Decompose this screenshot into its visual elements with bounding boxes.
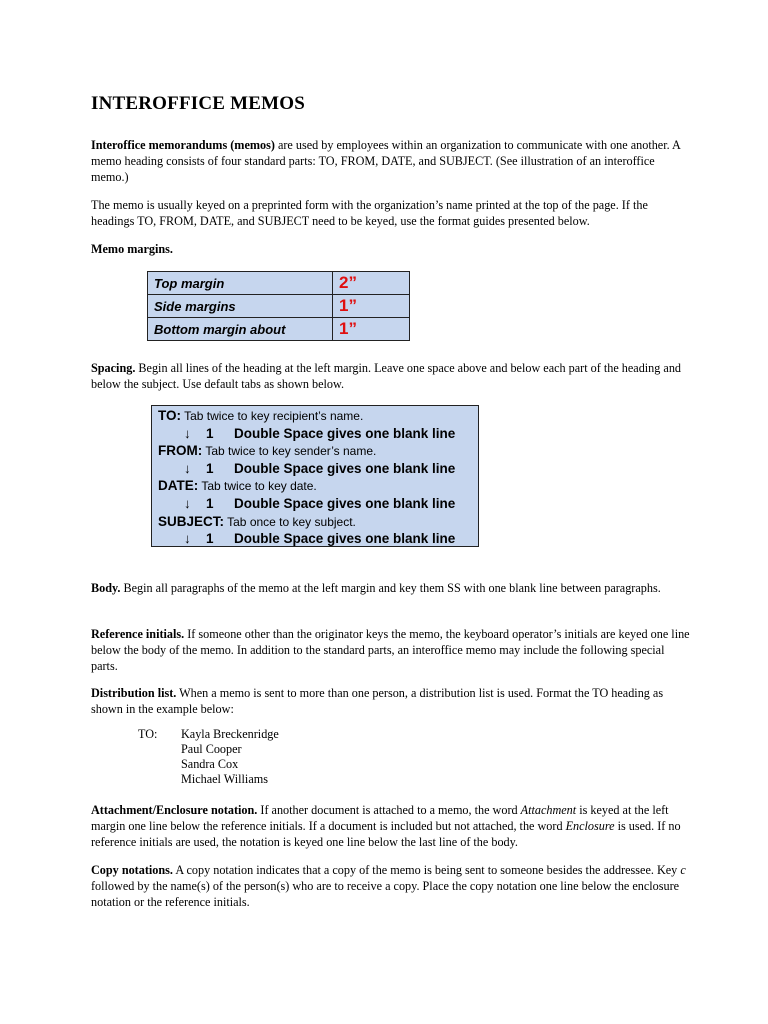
spacing-paragraph: Spacing. Begin all lines of the heading at the left margin. Leave one space above and below each part of the heading and below the subject. Use default tabs as shown below.: [91, 361, 682, 391]
table-row: [148, 272, 410, 295]
distribution-list-paragraph: Distribution list. When a memo is sent to more than one person, a distribution list is used. Format the TO heading as shown in the example below:: [91, 686, 664, 716]
double-space-row: ↓ 1 Double Space gives one blank line: [184, 460, 456, 476]
attachment-notation-paragraph: Attachment/Enclosure notation. If another document is attached to a memo, the word Attachment is keyed at the left margin one line below the reference initials. If a document is included but not attached, the word Enclosure is used. If no reference initials are used, the notation is keyed one line below the last line of the body.: [91, 803, 681, 849]
double-space-row: ↓ 1 Double Space gives one blank line: [184, 531, 456, 547]
heading-row-subject: SUBJECT: Tab once to key subject.: [158, 513, 356, 529]
to-label: TO:: [138, 727, 158, 741]
list-item: Michael Williams: [181, 772, 268, 786]
page-title: INTEROFFICE MEMOS: [91, 93, 305, 114]
table-row: [148, 318, 410, 341]
heading-row-date: DATE: Tab twice to key date.: [158, 478, 317, 494]
list-item: Kayla Breckenridge: [181, 727, 279, 741]
memo-heading-format-box: [151, 405, 479, 547]
intro-paragraph: [91, 137, 691, 185]
intro-text: are used by employees within an organization to communicate with one another. A memo heading consists of four standard parts: TO, FROM, DATE, and SUBJECT. (See illustration of an interoffice memo.): [91, 138, 681, 184]
margin-value: 2”: [333, 272, 410, 295]
margins-heading: Memo margins.: [91, 242, 173, 256]
margin-value: 1”: [333, 318, 410, 341]
body-paragraph: Body. Begin all paragraphs of the memo at the left margin and key them SS with one blank line between paragraphs.: [91, 581, 661, 595]
reference-initials-paragraph: Reference initials. If someone other than the originator keys the memo, the keyboard operator’s initials are keyed one line below the body of the memo. In addition to the standard parts, an interoffice memo may include the following special parts.: [91, 627, 690, 673]
margin-value: 1”: [333, 295, 410, 318]
down-arrow-icon: ↓: [184, 531, 191, 547]
table-row: [148, 295, 410, 318]
heading-row-to: TO: Tab twice to key recipient’s name.: [158, 408, 364, 423]
list-item: Paul Cooper: [181, 742, 242, 756]
memo-margins-table: [147, 271, 410, 341]
margin-label: Side margins: [148, 295, 333, 318]
double-space-row: ↓ 1 Double Space gives one blank line: [184, 495, 456, 511]
list-item: Sandra Cox: [181, 757, 239, 771]
down-arrow-icon: ↓: [184, 460, 191, 476]
double-space-row: ↓ 1 Double Space gives one blank line: [184, 425, 456, 441]
down-arrow-icon: ↓: [184, 425, 191, 441]
preprinted-form-paragraph: The memo is usually keyed on a preprinted form with the organization’s name printed at the top of the page. If the headings TO, FROM, DATE, and SUBJECT need to be keyed, use the format guides presented below.: [91, 198, 648, 228]
margin-label: Bottom margin about: [148, 318, 333, 341]
intro-lead: Interoffice memorandums (memos): [91, 138, 275, 152]
down-arrow-icon: ↓: [184, 495, 191, 511]
margin-label: Top margin: [148, 272, 333, 295]
copy-notations-paragraph: Copy notations. A copy notation indicates that a copy of the memo is being sent to someone besides the addressee. Key c followed by the name(s) of the person(s) who are to receive a copy. Place the copy notation one line below the enclosure notation or the reference initials.: [91, 863, 686, 909]
recipient-names: [181, 727, 279, 787]
heading-row-from: FROM: Tab twice to key sender’s name.: [158, 443, 377, 459]
